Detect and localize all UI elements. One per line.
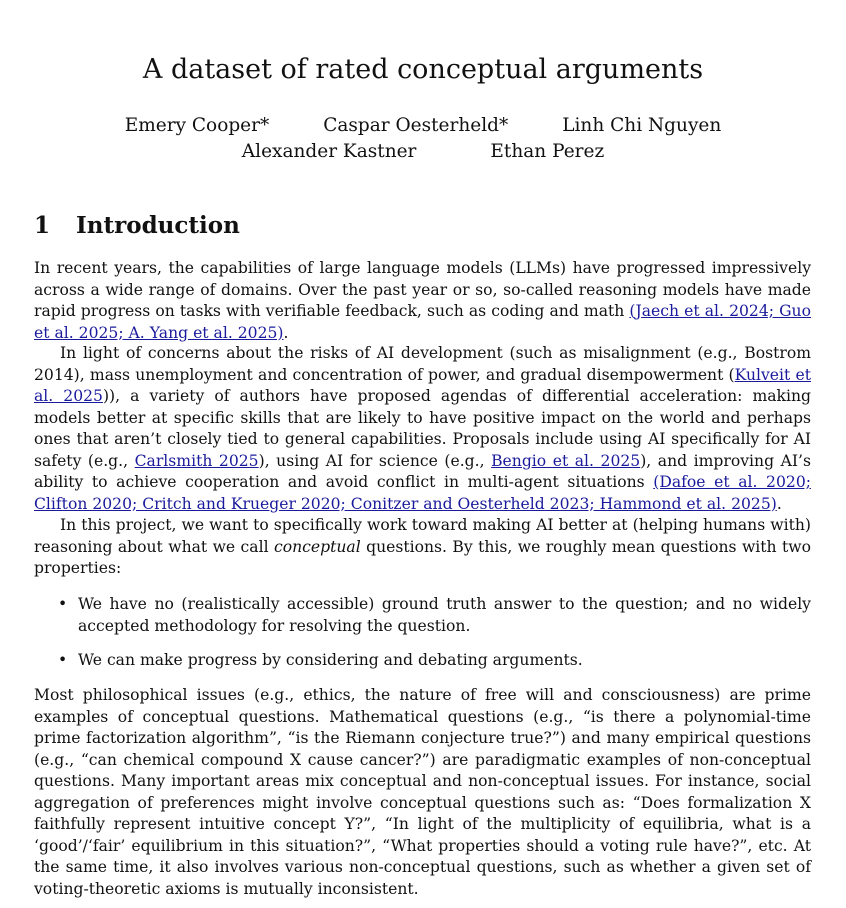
citation-link[interactable]: (Jaech et al. 2024; Guo et al. 2025; A. Yang et al. 2025) — [34, 302, 811, 342]
list-item-text: We can make progress by considering and debating arguments. — [78, 651, 583, 669]
list-item — [34, 650, 811, 672]
paragraph — [34, 343, 811, 515]
paragraph-text: Most philosophical issues (e.g., ethics, the nature of free will and consciousness) are prime examples of conceptual questions. Mathematical questions (e.g., “is there a polynomial-time prime factorization algorithm”, “is the Riemann conjecture true?”) and many empirical questions (e.g., “can chemical compound X cause cancer?”) are paradigmatic examples of non-conceptual questions. Many important areas mix conceptual and non-conceptual issues. For instance, social aggregation of preferences might involve conceptual questions such as: “Does formalization X faithfully represent intuitive concept Y?”, “In light of the multiplicity of equilibria, what is a ‘good’/‘fair’ equilibrium in this situation?”, “What properties should a voting rule have?”, etc. At the same time, it also involves various non-conceptual questions, such as whether a given set of voting-theoretic axioms is mutually inconsistent. — [34, 686, 811, 898]
paragraph-text: In this project, we want to specifically work toward making AI better at (helping humans with) reasoning about what we call — [34, 516, 811, 556]
section-number: 1 — [34, 212, 51, 239]
paragraph-text: In recent years, the capabilities of large language models (LLMs) have progressed impressively across a wide range of domains. Over the past year or so, so-called reasoning models have made rapid progress on tasks with verifiable feedback, such as coding and math — [34, 259, 811, 320]
author-name: Emery Cooper* — [124, 115, 270, 136]
paragraph-text: In light of concerns about the risks of AI development (such as misalignment (e.g., Bostrom 2014), mass unemployment and concentration of power, and gradual disempowerment ( — [34, 344, 811, 384]
list-item — [34, 594, 811, 637]
paragraph-text: . — [776, 494, 782, 513]
paragraph-text: ), and improving AI’s ability to achieve cooperation and avoid conflict in multi-agent situations — [34, 451, 811, 491]
section-title: Introduction — [76, 212, 240, 239]
citation-link[interactable]: Carlsmith 2025 — [134, 451, 259, 470]
list-item-text: We have no (realistically accessible) ground truth answer to the question; and no widely accepted methodology for resolving the question. — [78, 595, 811, 635]
paper-title: A dataset of rated conceptual arguments — [142, 54, 704, 85]
paragraph-text: . — [283, 323, 289, 342]
bullet-marker: • — [58, 651, 68, 669]
author-name: Ethan Perez — [490, 141, 605, 162]
emphasis-text: conceptual — [273, 537, 361, 556]
author-list-row-1 — [0, 114, 846, 138]
citation-link[interactable]: Kulveit et al. 2025 — [34, 365, 811, 405]
paragraph — [34, 258, 811, 344]
citation-link[interactable]: (Dafoe et al. 2020; Clifton 2020; Critch and Krueger 2020; Conitzer and Oesterheld 2023; Hammond et al. 2025) — [34, 473, 811, 513]
paragraph — [34, 515, 811, 580]
author-name: Caspar Oesterheld* — [323, 115, 509, 136]
paragraph-text: ), using AI for science (e.g., — [258, 451, 492, 470]
author-name: Linh Chi Nguyen — [562, 115, 722, 136]
paragraph-text: )), a variety of authors have proposed agendas of differential acceleration: making models better at specific skills that are likely to have positive impact on the world and perhaps ones that aren’t closely tied to general capabilities. Proposals include using AI specifically for AI safety (e.g., — [34, 387, 811, 470]
section-heading — [34, 211, 240, 241]
author-name: Alexander Kastner — [241, 141, 417, 162]
citation-link[interactable]: Bengio et al. 2025 — [491, 451, 641, 470]
paragraph — [34, 685, 811, 900]
bullet-marker: • — [58, 595, 68, 613]
paragraph-text: questions. By this, we roughly mean questions with two properties: — [34, 537, 812, 577]
author-list-row-2 — [0, 140, 846, 164]
